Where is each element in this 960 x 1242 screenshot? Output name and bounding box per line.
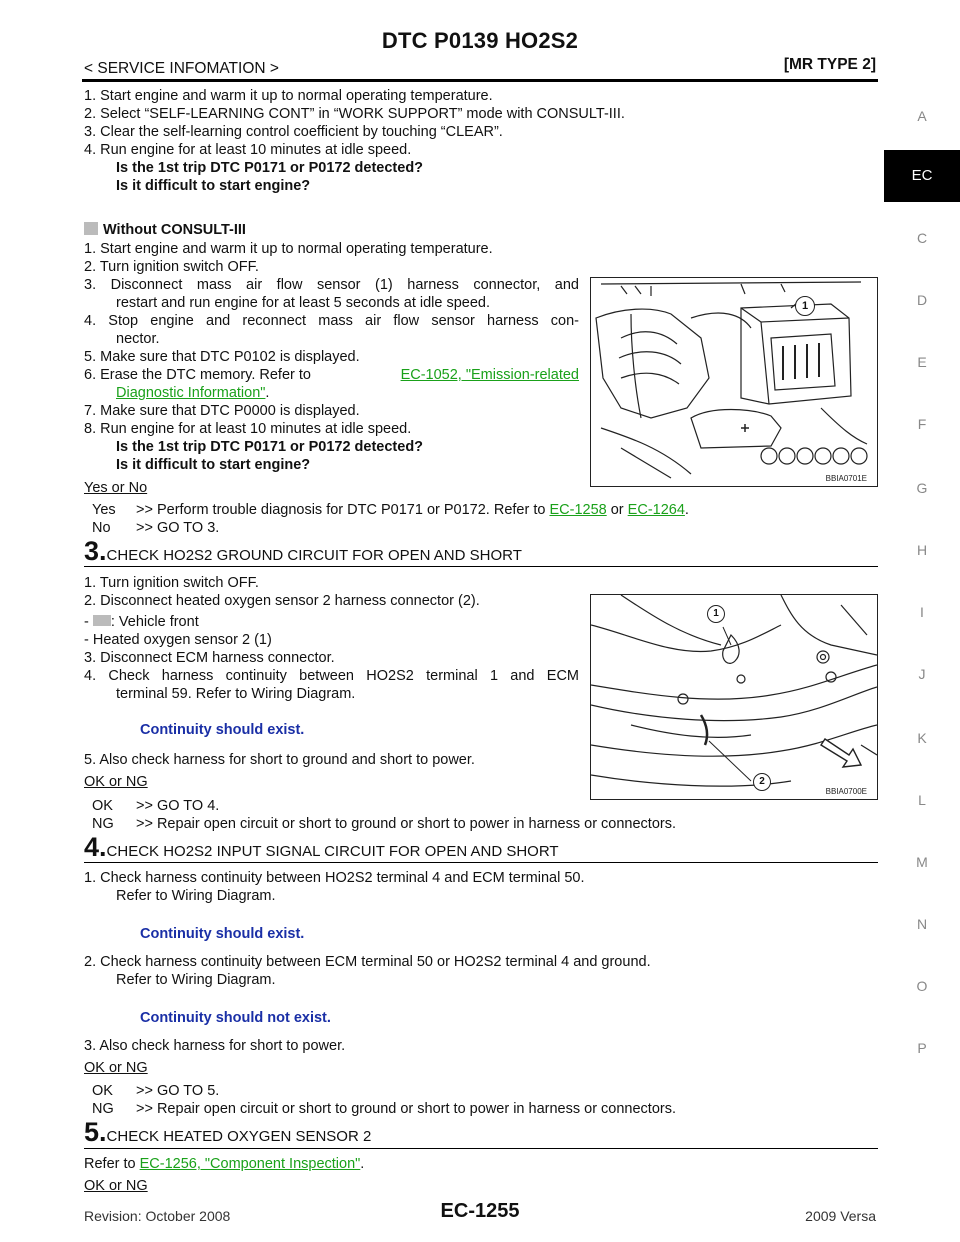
tab-a[interactable]: A	[917, 108, 927, 124]
emission-info-link-cont[interactable]: Diagnostic Information"	[116, 385, 266, 401]
step-text: 2. Turn ignition switch OFF.	[84, 259, 259, 275]
tab-d[interactable]: D	[916, 292, 928, 308]
engine-type-label: [MR TYPE 2]	[783, 56, 876, 73]
step-text: Refer to EC-1256, "Component Inspection".	[84, 1156, 365, 1172]
result-ng-row: NG >> Repair open circuit or short to ground or short to power in harness or connectors.	[92, 816, 677, 832]
method-heading: Without CONSULT-III	[84, 221, 246, 239]
step-text: 3. Clear the self-learning control coefficient by touching “CLEAR”.	[84, 124, 503, 140]
step-3-heading: 3.CHECK HO2S2 GROUND CIRCUIT FOR OPEN AND SHORT	[84, 536, 522, 566]
result-ok-row: OK >> GO TO 4.	[92, 798, 220, 814]
tab-ec[interactable]: EC	[884, 150, 960, 202]
component-inspection-link[interactable]: EC-1256, "Component Inspection"	[139, 1156, 361, 1172]
step-rule	[84, 566, 878, 567]
tab-e[interactable]: E	[917, 354, 927, 370]
spec-text: Continuity should exist.	[140, 722, 305, 738]
step-text: 1. Start engine and warm it up to normal operating temperature.	[84, 241, 493, 257]
ec-1264-link[interactable]: EC-1264	[627, 502, 685, 518]
tab-k[interactable]: K	[917, 730, 927, 746]
question: Is the 1st trip DTC P0171 or P0172 detected?	[116, 160, 424, 176]
step-5-heading: 5.CHECK HEATED OXYGEN SENSOR 2	[84, 1117, 372, 1147]
step-text: 5. Make sure that DTC P0102 is displayed.	[84, 349, 360, 365]
tab-c[interactable]: C	[916, 230, 928, 246]
step-text: 1. Turn ignition switch OFF.	[84, 575, 259, 591]
tab-h[interactable]: H	[916, 542, 928, 558]
result-label: OK or NG	[84, 1060, 148, 1076]
step-text: 8. Run engine for at least 10 minutes at idle speed.	[84, 421, 412, 437]
step-text: 7. Make sure that DTC P0000 is displayed.	[84, 403, 360, 419]
step-4-heading: 4.CHECK HO2S2 INPUT SIGNAL CIRCUIT FOR OPEN AND SHORT	[84, 832, 559, 862]
result-label: Yes or No	[84, 480, 148, 496]
engine-bay-illustration	[591, 278, 877, 486]
step-text: 1. Check harness continuity between HO2S2 terminal 4 and ECM terminal 50.	[84, 870, 585, 886]
step-text: 1. Start engine and warm it up to normal operating temperature.	[84, 88, 493, 104]
step-text: Refer to Wiring Diagram.	[116, 972, 276, 988]
engine-bay-figure	[590, 277, 878, 487]
tab-n[interactable]: N	[916, 916, 928, 932]
step-text: 4. Check harness continuity between HO2S2 terminal 1 and ECM	[84, 668, 579, 684]
callout-1: 1	[795, 296, 815, 316]
tab-g[interactable]: G	[916, 480, 928, 496]
page-number: EC-1255	[440, 1200, 520, 1222]
result-ok-row: OK >> GO TO 5.	[92, 1083, 220, 1099]
question: Is the 1st trip DTC P0171 or P0172 detected?	[116, 439, 424, 455]
step-text: terminal 59. Refer to Wiring Diagram.	[116, 686, 356, 702]
spec-text: Continuity should not exist.	[140, 1010, 331, 1026]
question: Is it difficult to start engine?	[116, 457, 311, 473]
result-label: OK or NG	[84, 1178, 148, 1194]
sensor-location-figure	[590, 594, 878, 800]
callout-2: 2	[753, 773, 771, 791]
result-no-row: No >> GO TO 3.	[92, 520, 220, 536]
figure-code: BBIA0700E	[825, 787, 867, 796]
revision-date: Revision: October 2008	[84, 1208, 231, 1224]
page-title: DTC P0139 HO2S2	[381, 28, 579, 53]
step-text: 3. Disconnect ECM harness connector.	[84, 650, 335, 666]
tab-o[interactable]: O	[916, 978, 928, 994]
legend-sensor: - Heated oxygen sensor 2 (1)	[84, 632, 272, 648]
step-text: Refer to Wiring Diagram.	[116, 888, 276, 904]
result-ng-row: NG >> Repair open circuit or short to ground or short to power in harness or connectors.	[92, 1101, 677, 1117]
ec-1258-link[interactable]: EC-1258	[549, 502, 607, 518]
step-text: 2. Check harness continuity between ECM terminal 50 or HO2S2 terminal 4 and ground.	[84, 954, 651, 970]
vehicle-front-arrow-icon	[93, 615, 111, 626]
tab-f[interactable]: F	[917, 416, 927, 432]
section-label: < SERVICE INFOMATION >	[84, 60, 279, 77]
step-rule	[84, 862, 878, 863]
step-text: restart and run engine for at least 5 seconds at idle speed.	[116, 295, 491, 311]
result-yes-row: Yes >> Perform trouble diagnosis for DTC P0171 or P0172. Refer to EC-1258 or EC-1264.	[92, 502, 689, 518]
step-text: 4. Run engine for at least 10 minutes at idle speed.	[84, 142, 412, 158]
step-rule	[84, 1148, 878, 1149]
step-text: 3. Also check harness for short to power.	[84, 1038, 346, 1054]
step-text: 2. Disconnect heated oxygen sensor 2 harness connector (2).	[84, 593, 480, 609]
tab-l[interactable]: L	[918, 792, 926, 808]
step-text: 3. Disconnect mass air flow sensor (1) harness connector, and	[84, 277, 579, 293]
callout-1: 1	[707, 605, 725, 623]
tab-p[interactable]: P	[917, 1040, 927, 1056]
result-label: OK or NG	[84, 774, 148, 790]
figure-code: BBIA0701E	[825, 474, 867, 483]
question: Is it difficult to start engine?	[116, 178, 311, 194]
method-square-icon	[84, 222, 98, 235]
model-year: 2009 Versa	[805, 1208, 876, 1224]
sensor-location-illustration	[591, 595, 877, 799]
step-text: nector.	[116, 331, 160, 347]
step-text: 5. Also check harness for short to ground and short to power.	[84, 752, 475, 768]
step-text: 6. Erase the DTC memory. Refer to EC-1052, "Emission-related	[84, 367, 579, 383]
step-text: Diagnostic Information".	[116, 385, 270, 401]
step-text: 2. Select “SELF-LEARNING CONT” in “WORK SUPPORT” mode with CONSULT-III.	[84, 106, 625, 122]
tab-m[interactable]: M	[916, 854, 928, 870]
legend-vehicle-front: - : Vehicle front	[84, 614, 199, 630]
spec-text: Continuity should exist.	[140, 926, 305, 942]
tab-i[interactable]: I	[920, 604, 924, 620]
tab-j[interactable]: J	[918, 666, 926, 682]
emission-info-link[interactable]: EC-1052, "Emission-related	[400, 367, 579, 383]
header-rule	[82, 79, 878, 82]
step-text: 4. Stop engine and reconnect mass air flow sensor harness con-	[84, 313, 579, 329]
